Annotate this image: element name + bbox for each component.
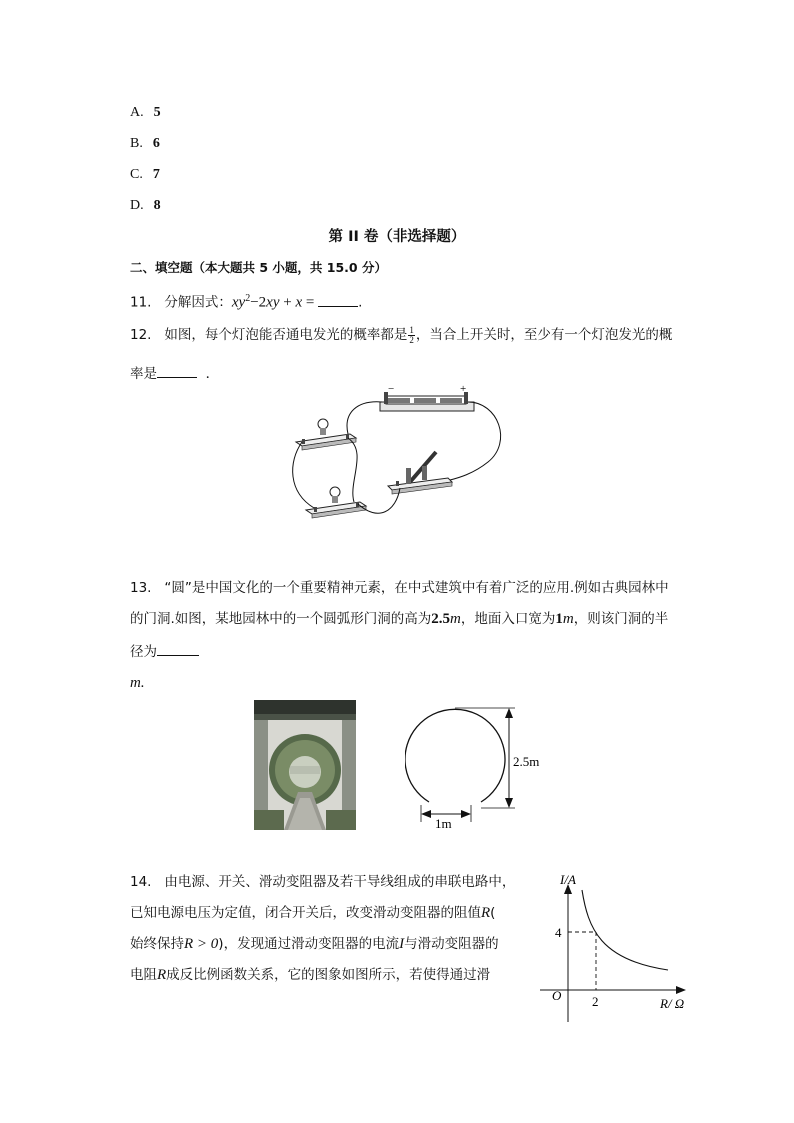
question-text: 成反比例函数关系，它的图象如图所示，若使得通过滑 (166, 967, 491, 983)
question-14-line3 (130, 934, 499, 954)
math-unit: m. (130, 675, 145, 691)
question-number: 14. (130, 874, 152, 890)
circle-gate-diagram (405, 704, 555, 834)
x-tick-label: 2 (592, 994, 599, 1009)
x-axis-label: R/ Ω (660, 996, 685, 1011)
punctuation: . (358, 294, 363, 311)
origin-label: O (552, 988, 562, 1003)
math-var: x (295, 294, 303, 311)
question-text: 率是 (130, 366, 157, 382)
math-unit: m (562, 611, 574, 627)
fraction-denominator: 2 (409, 334, 414, 345)
plus-terminal-label: + (460, 383, 467, 395)
question-text: 由电源、开关、滑动变阻器及若干导线组成的串联电路中， (164, 874, 516, 890)
option-b[interactable] (130, 133, 160, 154)
moon-gate-photo (254, 700, 356, 830)
option-letter: D. (130, 198, 144, 213)
question-14-line4 (130, 965, 490, 985)
option-letter: C. (130, 167, 143, 182)
punctuation: ( (490, 905, 496, 921)
math-op: + (279, 294, 296, 311)
question-text: 的门洞.如图，某地园林中的一个圆弧形门洞的高为 (130, 611, 432, 627)
width-label: 1m (435, 816, 452, 831)
math-var: xy (266, 294, 280, 311)
option-letter: A. (130, 105, 144, 120)
section-heading: 二、填空题（本大题共 5 小题，共 15.0 分） (130, 260, 387, 275)
math-op: = (302, 294, 319, 311)
question-number: 13. (130, 580, 152, 596)
math-var: x (231, 294, 239, 311)
question-text: 与滑动变阻器的 (404, 936, 499, 952)
battery-pack (380, 383, 474, 411)
math-var: R (481, 905, 491, 921)
question-14-line2 (130, 903, 495, 923)
question-13 (130, 578, 669, 598)
question-12 (130, 325, 672, 345)
question-text: 已知电源电压为定值，闭合开关后，改变滑动变阻器的阻值 (130, 905, 481, 921)
question-text: )，发现通过滑动变阻器的电流 (218, 936, 400, 952)
section-title: 第 II 卷（非选择题） (328, 229, 466, 245)
question-text: 径为 (130, 644, 157, 660)
y-tick-label: 4 (555, 925, 562, 940)
question-number: 12. (130, 327, 152, 343)
question-number: 11. (130, 294, 152, 311)
question-text: “圆”是中国文化的一个重要精神元素，在中式建筑中有着广泛的应用.例如古典园林中 (164, 580, 669, 596)
math-number: 1 (555, 611, 563, 627)
switch (388, 452, 452, 494)
question-11 (130, 289, 362, 313)
math-unit: m (450, 611, 461, 627)
gate-arc (405, 709, 505, 802)
inverse-function-graph (530, 868, 700, 1028)
answer-blank[interactable] (157, 363, 197, 378)
option-c[interactable] (130, 164, 160, 185)
curve (582, 890, 668, 970)
math-exponent: 2 (245, 293, 251, 304)
math-condition: R > 0 (184, 936, 219, 952)
question-12-line2 (130, 363, 219, 384)
option-value: 6 (152, 136, 160, 151)
question-text: 始终保持 (130, 936, 184, 952)
question-14 (130, 872, 515, 892)
option-value: 7 (152, 167, 160, 182)
question-text: 电阻 (130, 967, 157, 983)
question-13-line4 (130, 673, 145, 693)
fraction-numerator: 1 (409, 324, 414, 335)
question-text: 如图，每个灯泡能否通电发光的概率都是 (164, 327, 408, 343)
math-number: 2.5 (431, 611, 451, 627)
option-d[interactable] (130, 195, 161, 216)
wires (293, 402, 501, 513)
y-axis-label: I/A (560, 872, 576, 887)
option-value: 8 (153, 198, 161, 213)
minus-terminal-label: − (388, 383, 395, 395)
circuit-diagram (288, 382, 508, 552)
question-13-line3 (130, 641, 199, 662)
question-13-line2 (130, 609, 668, 629)
answer-blank[interactable] (157, 641, 199, 656)
math-var: I (399, 936, 405, 952)
math-var: y (238, 294, 246, 311)
punctuation: ． (205, 366, 220, 382)
x-arrow (676, 986, 686, 994)
option-a[interactable] (130, 102, 161, 123)
option-letter: B. (130, 136, 143, 151)
height-label: 2.5m (513, 754, 540, 769)
bulb-2 (306, 487, 366, 518)
math-var: R (157, 967, 167, 983)
question-text: ，当合上开关时，至少有一个灯泡发光的概 (415, 327, 673, 343)
math-op: −2 (250, 294, 267, 311)
fraction (408, 326, 415, 345)
question-text: 分解因式： (164, 294, 232, 311)
question-text: ，则该门洞的半 (573, 611, 669, 627)
answer-blank[interactable] (318, 292, 358, 307)
question-text: ，地面入口宽为 (460, 611, 556, 627)
option-value: 5 (153, 105, 161, 120)
